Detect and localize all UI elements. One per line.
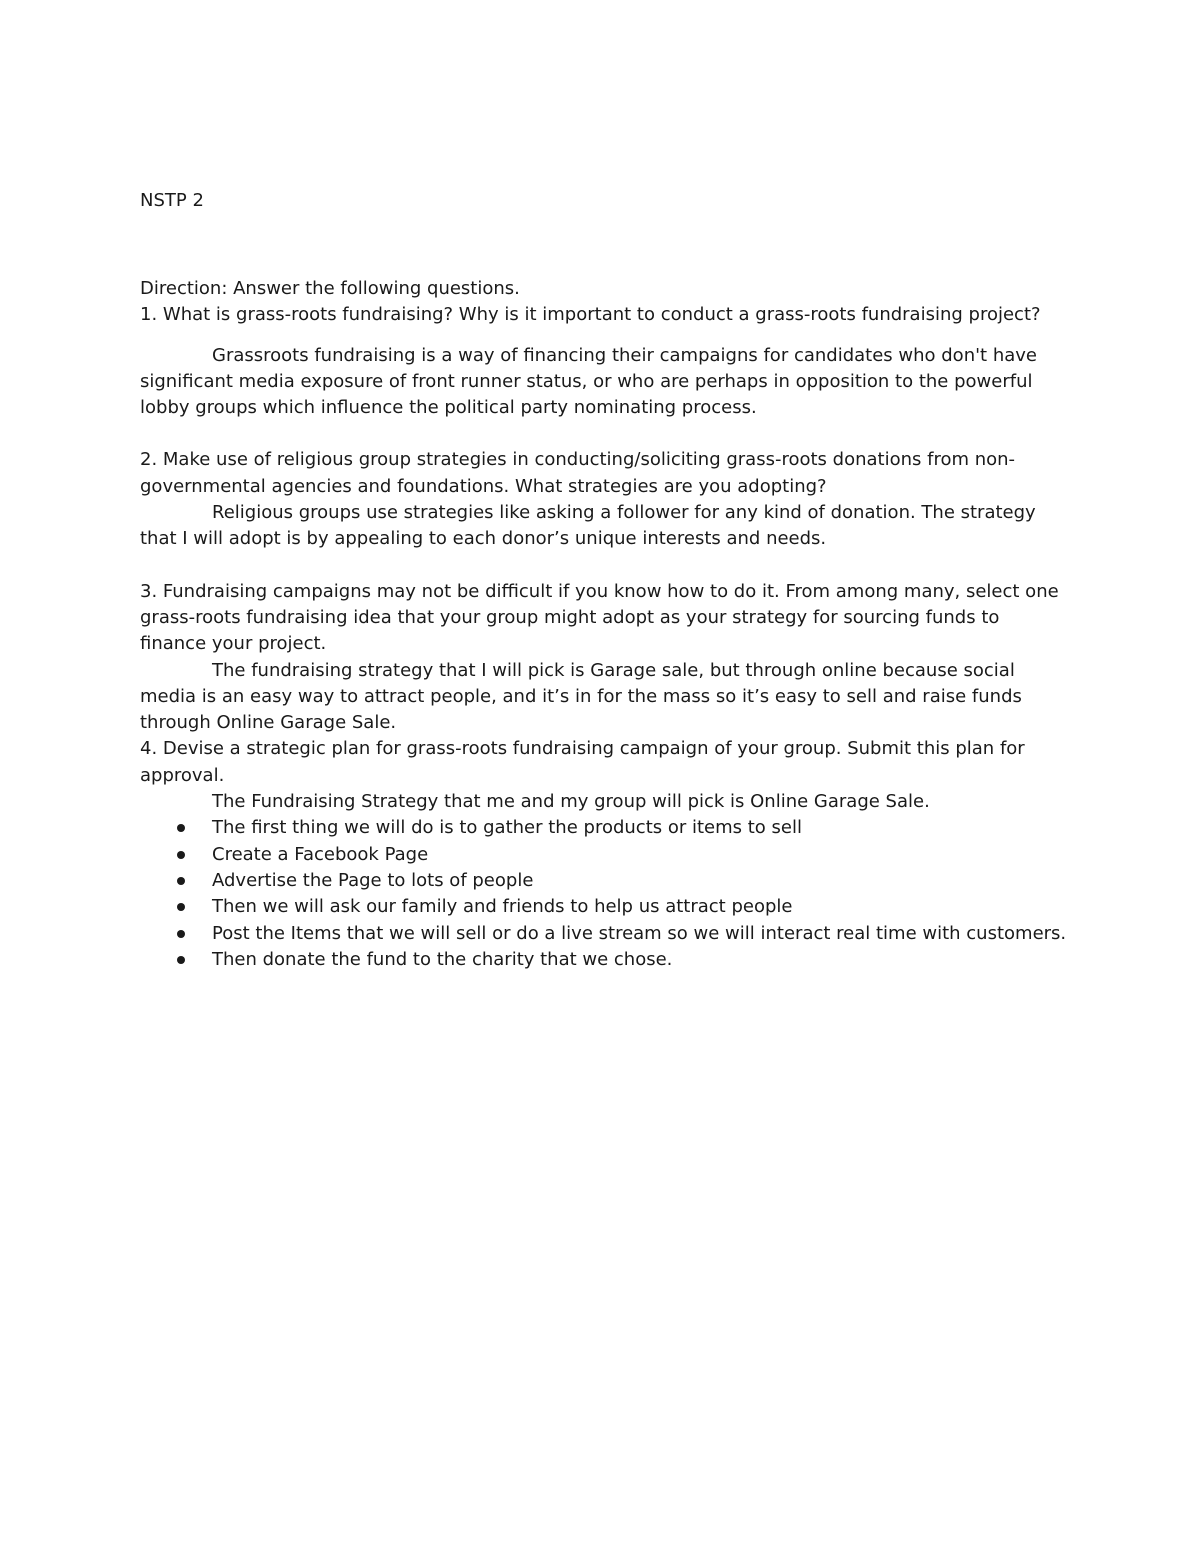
question-1: 1. What is grass-roots fundraising? Why is it important to conduct a grass-roots fundraising project? xyxy=(140,304,1041,326)
list-item-text: Create a Facebook Page xyxy=(212,843,429,865)
bullet-icon xyxy=(177,903,185,911)
answer-4: The Fundraising Strategy that me and my group will pick is Online Garage Sale. xyxy=(212,791,930,813)
list-item-text: Then donate the fund to the charity that we chose. xyxy=(212,948,673,970)
document-body xyxy=(140,276,1070,973)
bullet-icon xyxy=(177,956,185,964)
question-3: 3. Fundraising campaigns may not be difficult if you know how to do it. From among many, select one grass-roots fundraising idea that your group might adopt as your strategy for sourcing funds to finance your project. xyxy=(140,580,1059,655)
strategy-steps-list xyxy=(140,815,1070,973)
list-item xyxy=(140,894,1070,920)
answer-3: The fundraising strategy that I will pick is Garage sale, but through online because social media is an easy way to attract people, and it’s in for the mass so it’s easy to sell and raise funds through Online Garage Sale. xyxy=(140,659,1022,734)
list-item-text: Then we will ask our family and friends to help us attract people xyxy=(212,896,793,918)
list-item xyxy=(140,842,1070,868)
answer-2: Religious groups use strategies like asking a follower for any kind of donation. The strategy that I will adopt is by appealing to each donor’s unique interests and needs. xyxy=(140,502,1036,550)
course-title: NSTP 2 xyxy=(140,190,204,211)
question-2: 2. Make use of religious group strategies in conducting/soliciting grass-roots donations from non-governmental agencies and foundations. What strategies are you adopting? xyxy=(140,449,1016,497)
list-item xyxy=(140,921,1070,947)
direction-text: Direction: Answer the following questions. xyxy=(140,278,520,299)
bullet-icon xyxy=(177,824,185,832)
list-item-text: Post the Items that we will sell or do a live stream so we will interact real time with customers. xyxy=(212,922,1067,944)
bullet-icon xyxy=(177,851,185,859)
spacer xyxy=(140,329,1070,343)
list-item-text: Advertise the Page to lots of people xyxy=(212,869,534,891)
spacer xyxy=(140,553,1070,579)
list-item xyxy=(140,868,1070,894)
list-item xyxy=(140,947,1070,973)
question-4: 4. Devise a strategic plan for grass-roots fundraising campaign of your group. Submit this plan for approval. xyxy=(140,738,1025,786)
list-item xyxy=(140,815,1070,841)
bullet-icon xyxy=(177,930,185,938)
bullet-icon xyxy=(177,877,185,885)
list-item-text: The first thing we will do is to gather the products or items to sell xyxy=(212,817,802,839)
spacer xyxy=(140,421,1070,447)
answer-1: Grassroots fundraising is a way of financing their campaigns for candidates who don't have significant media exposure of front runner status, or who are perhaps in opposition to the powerful lobby groups which influence the political party nominating process. xyxy=(140,344,1037,419)
